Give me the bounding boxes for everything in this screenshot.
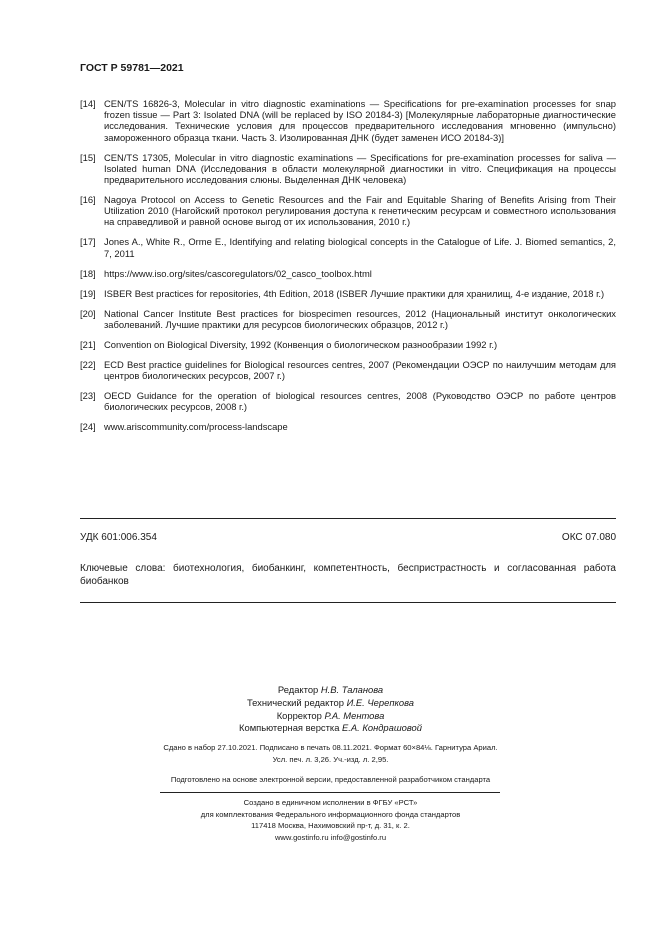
- reference-item: [80, 98, 616, 143]
- reference-item: [80, 194, 616, 228]
- publisher-line: для комплектования Федерального информационного фонда стандартов: [200, 809, 461, 819]
- reference-text: CEN/TS 17305, Molecular in vitro diagnostic examinations — Specifications for pre-examination processes for saliva — Isolated human DNA (Исследования в области молекулярной диагностики in vitro. Спецификация на процессы предварительного исследования слюны. Выделенная ДНК человека): [104, 151, 616, 186]
- reference-number: [21]: [80, 338, 96, 350]
- reference-item: [80, 421, 616, 432]
- credit-person: Н.В. Таланова: [320, 684, 384, 695]
- reference-item: [80, 288, 616, 299]
- reference-text: ISBER Best practices for repositories, 4th Edition, 2018 (ISBER Лучшие практики для хранилищ, 4-е издание, 2018 г.): [104, 287, 605, 299]
- document-header: ГОСТ Р 59781—2021: [80, 62, 184, 74]
- reference-text: National Cancer Institute Best practices for biospecimen resources, 2012 (Национальный институт онкологических заболеваний. Лучшие практики для ресурсов биологических образцов, 2012 г.): [104, 307, 616, 330]
- reference-text: Nagoya Protocol on Access to Genetic Resources and the Fair and Equitable Sharing of Benefits Arising from Their Utilization 2010 (Нагойский протокол регулирования доступа к генетическим ресурсам и совместного использования на справедливой и равной основе выгод от их использования, 2010 г.): [104, 194, 616, 228]
- credit-person: Е.А. Кондрашовой: [342, 722, 422, 734]
- keywords: Ключевые слова: биотехнология, биобанкинг, компетентность, беспристрастность и согласованная работа биобанков: [80, 563, 616, 587]
- reference-item: [80, 390, 616, 412]
- reference-text: ECD Best practice guidelines for Biological resources centres, 2007 (Рекомендации ОЭСР по наилучшим методам для центров биологических ресурсов, 2007 г.): [104, 358, 616, 382]
- reference-text: Convention on Biological Diversity, 1992 (Конвенция о биологическом разнообразии 1992 г.): [104, 338, 498, 350]
- reference-number: [22]: [80, 358, 96, 370]
- imprint-sheets: Усл. печ. л. 3,26. Уч.-изд. л. 2,95.: [272, 755, 389, 765]
- reference-number: [16]: [80, 194, 96, 206]
- credits-block: [0, 684, 661, 735]
- imprint-block: [0, 742, 661, 767]
- reference-number: [24]: [80, 421, 96, 433]
- publisher-divider: [160, 792, 500, 793]
- reference-item: [80, 359, 616, 381]
- reference-text: OECD Guidance for the operation of biological resources centres, 2008 (Руководство ОЭСР по работе центров биологических ресурсов, 2008 г.): [104, 390, 616, 413]
- preparation-note: Подготовлено на основе электронной версии, предоставленной разработчиком стандарта: [170, 775, 491, 784]
- reference-number: [18]: [80, 267, 96, 279]
- bottom-divider: [80, 602, 616, 603]
- reference-text: Jones A., White R., Orme E., Identifying and relating biological concepts in the Catalogue of Life. J. Biomed semantics, 2, 7, 2011: [104, 236, 616, 259]
- publisher-block: [0, 797, 661, 843]
- publisher-line: Создано в единичном исполнении в ФГБУ «РСТ»: [243, 798, 418, 807]
- credit-role: Редактор: [277, 684, 319, 695]
- reference-item: [80, 308, 616, 330]
- reference-item: [80, 236, 616, 258]
- reference-link[interactable]: https://www.iso.org/sites/cascoregulators/02_casco_toolbox.html: [104, 267, 372, 279]
- credit-person: Р.А. Ментова: [324, 709, 385, 721]
- credit-line: [0, 684, 661, 697]
- reference-number: [17]: [80, 236, 96, 248]
- reference-number: [19]: [80, 287, 96, 299]
- credit-role: Технический редактор: [246, 696, 344, 708]
- reference-number: [23]: [80, 390, 96, 402]
- publisher-contacts[interactable]: www.gostinfo.ru info@gostinfo.ru: [274, 832, 387, 842]
- reference-number: [20]: [80, 307, 96, 319]
- oks-code: ОКС 07.080: [561, 532, 616, 543]
- reference-number: [14]: [80, 98, 96, 109]
- reference-link[interactable]: www.ariscommunity.com/process-landscape: [104, 421, 288, 433]
- imprint-dates: Сдано в набор 27.10.2021. Подписано в печать 08.11.2021. Формат 60×84⅛. Гарнитура Ариал.: [163, 743, 498, 752]
- reference-item: [80, 339, 616, 350]
- reference-item: [80, 152, 616, 186]
- credit-line: [0, 722, 661, 735]
- udk-code: УДК 601:006.354: [80, 532, 157, 543]
- bibliography-list: [80, 98, 616, 441]
- credit-line: [0, 710, 661, 723]
- top-divider: [80, 518, 616, 519]
- credit-role: Корректор: [276, 709, 322, 721]
- reference-item: [80, 268, 616, 279]
- reference-number: [15]: [80, 151, 96, 163]
- publisher-address: 117418 Москва, Нахимовский пр-т, д. 31, к. 2.: [251, 821, 410, 831]
- credit-role: Компьютерная верстка: [239, 722, 340, 734]
- credit-person: И.Е. Черепкова: [346, 696, 415, 708]
- reference-text: CEN/TS 16826-3, Molecular in vitro diagnostic examinations — Specifications for pre-examination processes for snap frozen tissue — Part 3: Isolated DNA (will be replaced by ISO 20184-3) [Молекулярные лабораторные диагностические исследования. Технические условия для процессов предварительного исследования мгновенно (импульсно) замороженного образца ткани. Часть 3. Изолированная ДНК (будет заменен ИСО 20184-3)]: [104, 98, 616, 143]
- credit-line: [0, 697, 661, 710]
